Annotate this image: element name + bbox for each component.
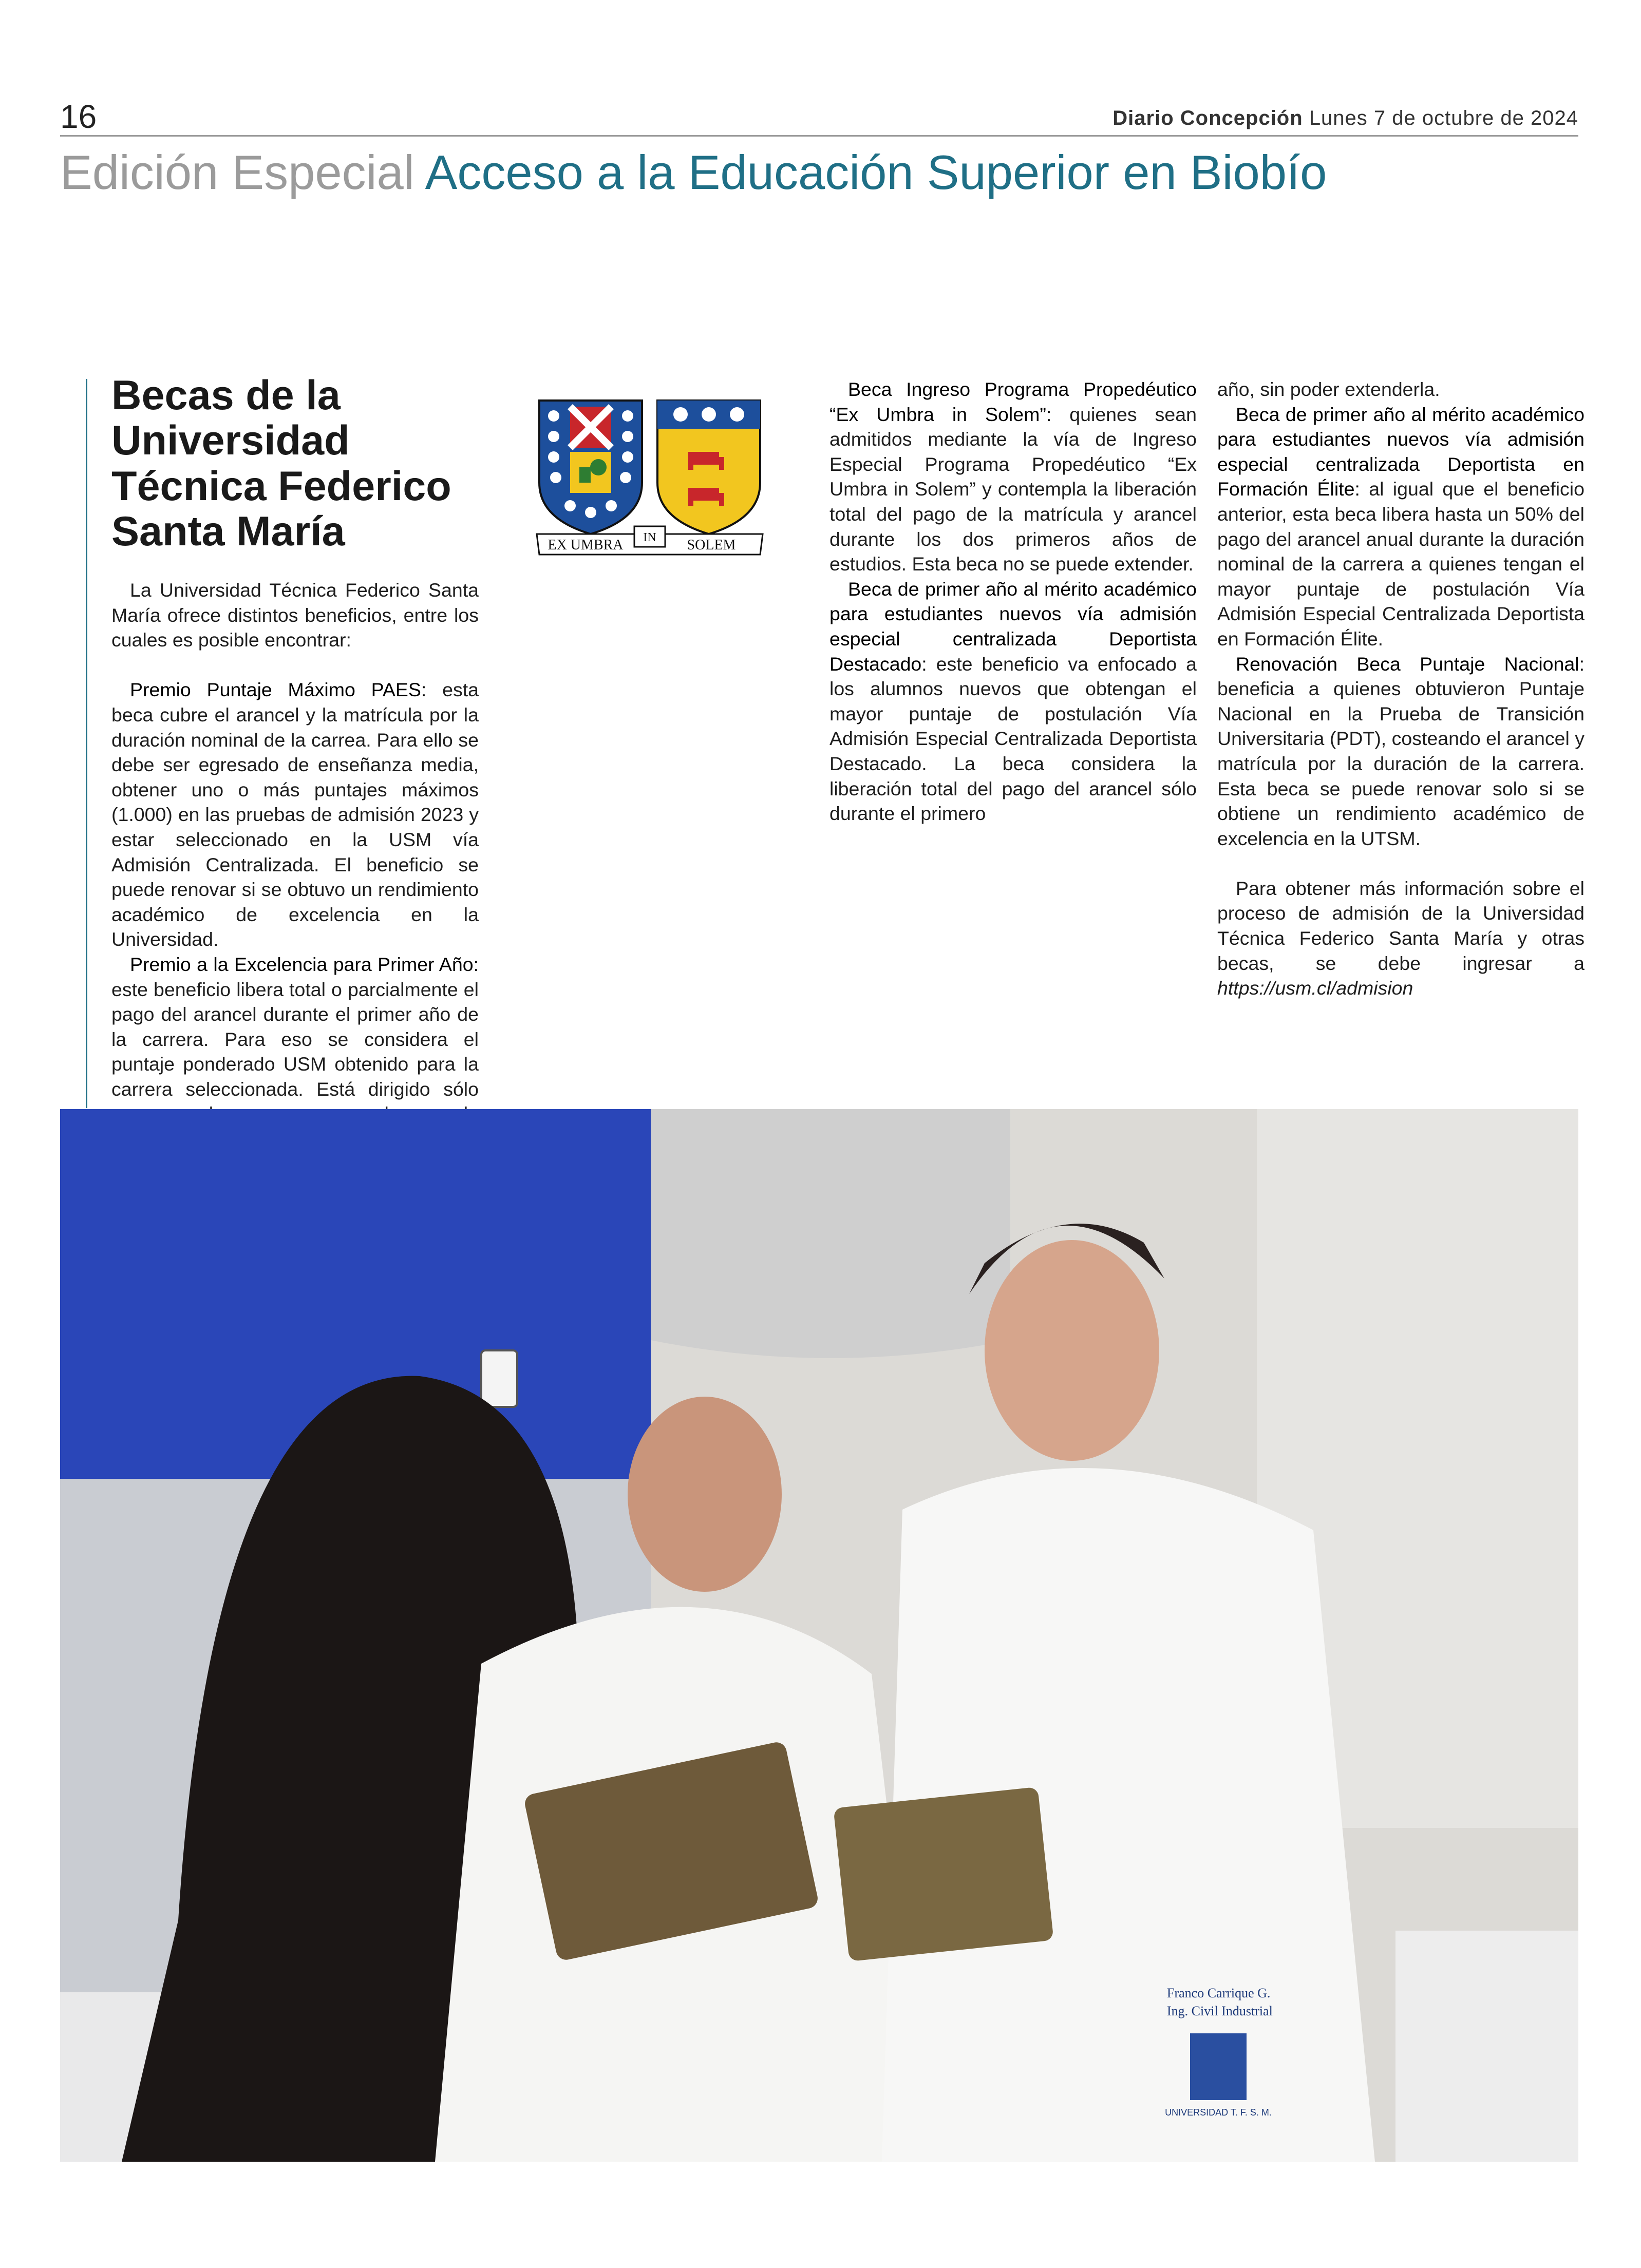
sample-brick-2: [833, 1787, 1053, 1961]
benefit-title: Beca de primer año al mérito académico para estudiantes nuevos vía admisión especial centralizada Deportista en Formación Élite:: [1217, 403, 1585, 500]
section-topic: Acceso a la Educación Superior en Biobío: [425, 145, 1327, 199]
benefit-text: beneficia a quienes obtuvieron Puntaje Nacional en la Prueba de Transición Universitaria (PDT), costeando el arancel y matrícula por la duración de la carrera. Esta beca se puede renovar solo si se obtiene un rendimiento académico de excelencia en la UTSM.: [1217, 678, 1585, 849]
coat-logo: [1190, 2033, 1247, 2100]
coat-name-tag: Franco Carrique G.: [1167, 1986, 1271, 2000]
section-title: [60, 146, 1327, 199]
lab-cabinet: [1395, 1931, 1578, 2162]
benefit-paragraph: [829, 577, 1197, 826]
coat-career-tag: Ing. Civil Industrial: [1167, 2004, 1273, 2018]
closing-paragraph: [1217, 876, 1585, 1001]
coat-logo-text: UNIVERSIDAD T. F. S. M.: [1165, 2107, 1272, 2118]
closing-text: Para obtener más información sobre el proceso de admisión de la Universidad Técnica Federico Santa María y otras becas, se debe ingresar a: [1217, 877, 1585, 974]
lab-photo: [60, 1109, 1578, 2162]
benefit-paragraph: [111, 677, 479, 952]
crest-tower-icon: [579, 467, 591, 483]
person-left-face: [628, 1397, 782, 1592]
lab-photo-illustration: [60, 1109, 1578, 2162]
crest-flowers: [673, 407, 744, 422]
benefit-text: quienes sean admitidos mediante la vía de Ingreso Especial Programa Propedéutico “Ex Umbra in Solem” y contempla la liberación total del pago de la matrícula y arancel durante los dos primeros años de estudios. Esta beca no se puede extender.: [829, 403, 1197, 575]
benefit-title: Renovación Beca Puntaje Nacional:: [1236, 653, 1585, 675]
newspaper-name: Diario Concepción: [1112, 107, 1303, 129]
wall-timer: [481, 1350, 517, 1407]
issue-date: Lunes 7 de octubre de 2024: [1309, 107, 1578, 129]
benefit-paragraph: [1217, 652, 1585, 851]
benefit-text: al igual que el beneficio anterior, esta beca libera hasta un 50% del pago del arancel anual durante la duración nominal de la carrera a quienes tengan el mayor puntaje de postulación Vía Admisión Especial Centralizada Deportista en Formación Élite.: [1217, 478, 1585, 650]
benefit-title: Premio a la Excelencia para Primer Año:: [130, 953, 479, 975]
benefit-text: este beneficio libera total o parcialmente el pago del arancel durante el primer año de la carrera. Para eso se considera el puntaje ponderado USM obtenido para la carrera seleccionada. Está dirigido sólo: [111, 978, 479, 1100]
benefit-continuation: año, sin poder extenderla.: [1217, 378, 1440, 400]
person-right-face: [985, 1240, 1159, 1461]
benefit-paragraph: [1217, 402, 1585, 652]
intro-paragraph: La Universidad Técnica Federico Santa María ofrece distintos beneficios, entre los cuales es posible encontrar:: [111, 579, 479, 651]
benefit-title: Beca de primer año al mérito académico para estudiantes nuevos vía admisión especial centralizada Deportista Destacado:: [829, 578, 1197, 675]
crest-tree-icon: [590, 459, 607, 475]
benefit-title: Premio Puntaje Máximo PAES:: [130, 679, 427, 701]
university-crest: [534, 395, 765, 570]
header-divider: [60, 135, 1578, 137]
page-number: 16: [60, 98, 97, 135]
benefit-title: Beca Ingreso Programa Propedéutico “Ex Umbra in Solem”:: [829, 378, 1197, 425]
masthead: [1112, 107, 1578, 130]
benefit-text: este beneficio va enfocado a los alumnos nuevos que obtengan el mayor puntaje de postulación Vía Admisión Especial Centralizada Deportista Destacado. La beca considera la liberación total del pago del arancel sólo durante el primero: [829, 653, 1197, 825]
benefit-paragraph: [829, 377, 1197, 577]
article-headline: Becas de la Universidad Técnica Federico Santa María: [111, 372, 451, 555]
admission-link[interactable]: https://usm.cl/admision: [1217, 977, 1413, 999]
exhaust-duct: [651, 1109, 1010, 1358]
crest-motto-mid: IN: [643, 531, 656, 544]
article-left-rule: [86, 379, 87, 1108]
article-column-3: [1217, 377, 1585, 1001]
benefit-text: esta beca cubre el arancel y la matrícula por la duración nominal de la carrea. Para ello se debe ser egresado de enseñanza media, obtener uno o más puntajes máximos (1.000) en las pruebas de admisión 2023 y estar seleccionado en la USM vía Admisión Centralizada. El beneficio se puede renovar si se obtuvo un rendimiento académico de excelencia en la Universidad.: [111, 679, 479, 950]
article-column-2: [829, 377, 1197, 826]
section-lead: Edición Especial: [60, 145, 414, 199]
crest-motto-left: EX UMBRA: [548, 537, 624, 553]
article-column-1: [111, 578, 479, 1176]
crest-motto-right: SOLEM: [687, 537, 736, 553]
